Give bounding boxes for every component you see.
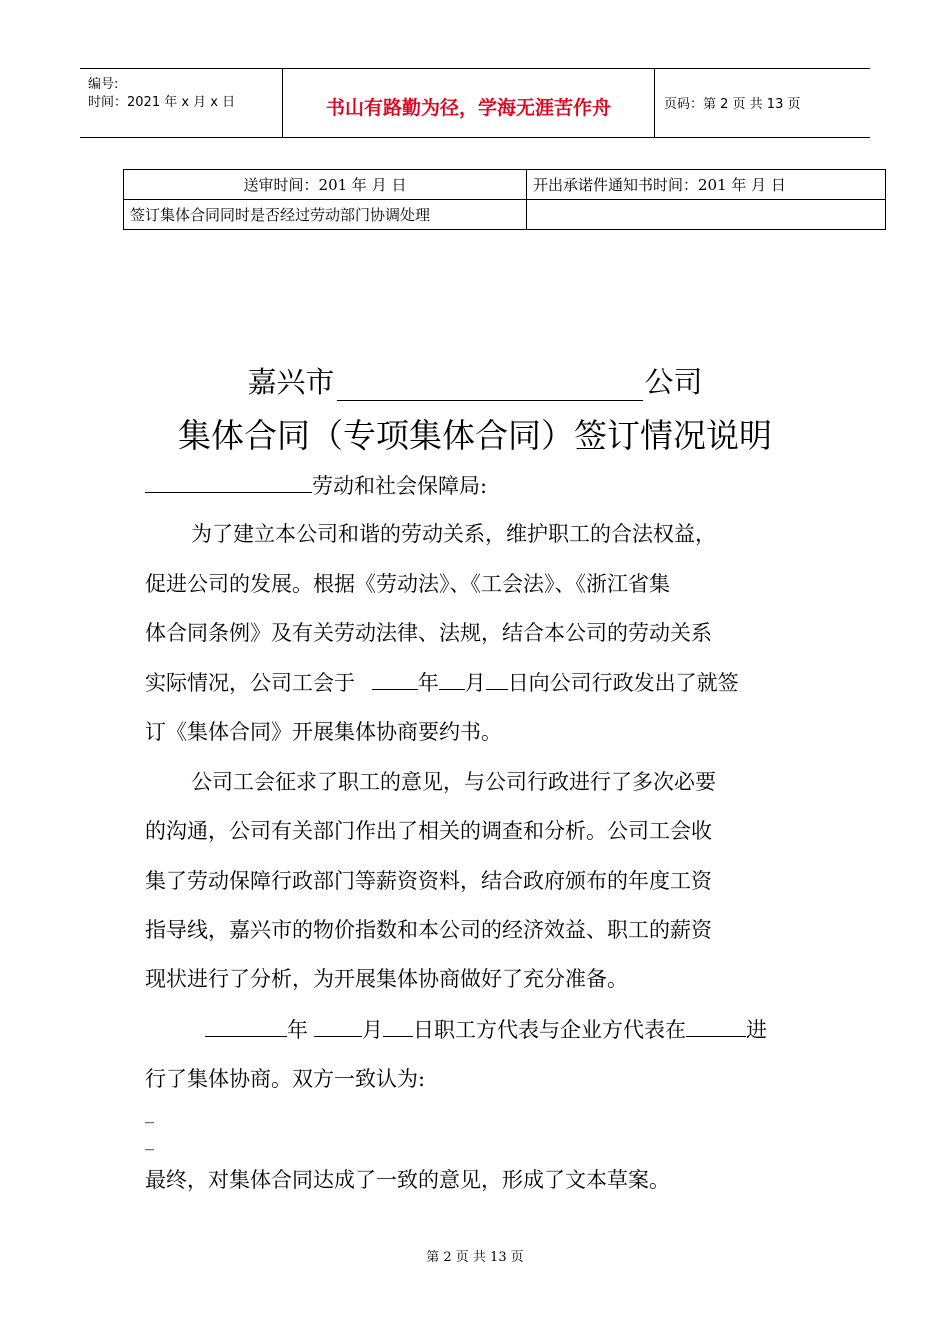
question-cell: 签订集体合同同时是否经过劳动部门协调处理 xyxy=(124,200,527,230)
company-name-blank xyxy=(337,368,643,401)
addressee-blank xyxy=(145,470,312,493)
table-row xyxy=(124,170,886,200)
table-row xyxy=(124,200,886,230)
document-subtitle xyxy=(0,360,950,401)
p3-year: 年 xyxy=(287,1018,308,1042)
answer-cell xyxy=(527,200,886,230)
p1-line-4 xyxy=(145,667,739,697)
addressee: 劳动和社会保障局: xyxy=(312,474,488,498)
conclusion-line: 最终，对集体合同达成了一致的意见，形成了文本草案。 xyxy=(145,1168,670,1192)
p3-dash-2: _ xyxy=(145,1130,154,1151)
title-suffix: 公司 xyxy=(644,365,703,399)
page-header xyxy=(80,68,870,138)
month-label: 月 xyxy=(464,671,486,695)
code-label: 编号: xyxy=(88,77,119,92)
header-motto-cell xyxy=(283,69,655,137)
p1-line-5: 订《集体合同》开展集体协商要约书。 xyxy=(145,720,502,744)
p3-dash-1: _ xyxy=(145,1103,154,1124)
p1-line-1: 为了建立本公司和谐的劳动关系，维护职工的合法权益， xyxy=(191,522,716,546)
p3-year-blank xyxy=(205,1014,287,1037)
p1-line-2: 促进公司的发展。根据《劳动法》、《工会法》、《浙江省集 xyxy=(145,572,670,596)
year-label: 年 xyxy=(417,671,439,695)
p3-day-blank xyxy=(383,1014,413,1037)
p2-line-2: 的沟通，公司有关部门作出了相关的调查和分析。公司工会收 xyxy=(145,819,712,843)
info-table xyxy=(123,169,886,230)
document-title: 集体合同（专项集体合同）签订情况说明 xyxy=(178,416,772,455)
p1-line-4-text: 实际情况，公司工会于 xyxy=(145,671,355,695)
year-blank xyxy=(372,667,418,690)
month-blank xyxy=(439,667,465,690)
page-footer: 第 2 页 共 13 页 xyxy=(426,1250,524,1265)
p3-place-blank xyxy=(686,1014,746,1037)
p3-line-1 xyxy=(205,1014,767,1044)
title-prefix: 嘉兴市 xyxy=(247,365,335,399)
page-number-label: 页码：第 2 页 共 13 页 xyxy=(664,97,801,112)
p2-line-3: 集了劳动保障行政部门等薪资资料，结合政府颁布的年度工资 xyxy=(145,869,712,893)
p2-line-4: 指导线，嘉兴市的物价指数和本公司的经济效益、职工的薪资 xyxy=(145,918,712,942)
p3-tail: 进 xyxy=(746,1018,767,1042)
submit-time-cell: 送审时间：201 年 月 日 xyxy=(124,170,527,200)
notice-time-cell: 开出承诺件通知书时间：201 年 月 日 xyxy=(527,170,886,200)
p3-month: 月 xyxy=(362,1018,383,1042)
header-meta xyxy=(80,69,283,137)
motto: 书山有路勤为径，学海无涯苦作舟 xyxy=(325,97,611,119)
p2-line-5: 现状进行了分析，为开展集体协商做好了充分准备。 xyxy=(145,967,628,991)
addressee-line xyxy=(145,470,487,500)
p3-line-2: 行了集体协商。双方一致认为: xyxy=(145,1067,426,1091)
p1-line-4-tail: 日向公司行政发出了就签 xyxy=(507,671,739,695)
p2-line-1: 公司工会征求了职工的意见，与公司行政进行了多次必要 xyxy=(191,770,716,794)
p3-middle: 日职工方代表与企业方代表在 xyxy=(413,1018,686,1042)
p1-line-3: 体合同条例》及有关劳动法律、法规，结合本公司的劳动关系 xyxy=(145,621,712,645)
time-label: 时间：2021 年 x 月 x 日 xyxy=(88,95,236,110)
p3-month-blank xyxy=(314,1014,362,1037)
day-blank xyxy=(486,667,508,690)
